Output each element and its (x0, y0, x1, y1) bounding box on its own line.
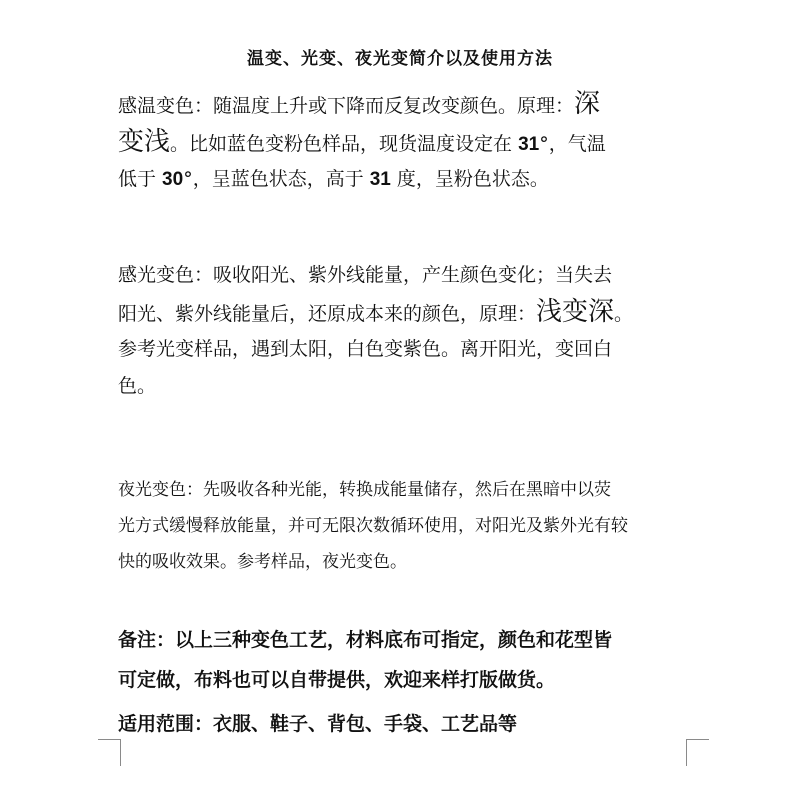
glow-paragraph (118, 472, 708, 580)
text-run: 阳光、紫外线能量后，还原成本来的颜色，原理： (118, 303, 537, 325)
paragraph-line (118, 84, 708, 124)
notes-paragraph (118, 620, 708, 700)
text-run: °，气温 (539, 133, 606, 155)
temperature-value: 30 (162, 169, 184, 190)
emphasis-text: 浅变深 (536, 297, 615, 327)
temperature-value: 31 (518, 134, 540, 155)
paragraph-line (118, 161, 708, 198)
thermochromic-paragraph (118, 84, 708, 198)
paragraph-line: 快的吸收效果。参考样品，夜光变色。 (118, 552, 407, 572)
photochromic-paragraph (118, 257, 708, 405)
temperature-value: 31 (369, 169, 391, 190)
paragraph-line: 夜光变色：先吸收各种光能，转换成能量储存，然后在黑暗中以荧 (118, 480, 611, 500)
text-run: 。 (614, 303, 634, 325)
text-run: 感温变色：随温度上升或下降而反复改变颜色。原理： (118, 95, 575, 117)
emphasis-text: 变浅 (118, 127, 171, 157)
page-margin-corner-left (98, 739, 121, 766)
paragraph-line: 备注：以上三种变色工艺，材料底布可指定，颜色和花型皆 (118, 629, 613, 651)
emphasis-text: 深 (574, 89, 601, 119)
text-run: 低于 (118, 168, 163, 190)
paragraph-line: 可定做，布料也可以自带提供，欢迎来样打版做货。 (118, 669, 556, 691)
paragraph-line: 参考光变样品，遇到太阳，白色变紫色。离开阳光，变回白 (118, 338, 613, 360)
paragraph-line: 光方式缓慢释放能量，并可无限次数循环使用，对阳光及紫外光有较 (118, 516, 628, 536)
paragraph-line: 色。 (118, 375, 157, 397)
text-run: 度，呈粉色状态。 (390, 168, 549, 190)
paragraph-line (118, 294, 708, 331)
page-margin-corner-right (686, 739, 709, 766)
document-title: 温变、光变、夜光变简介以及使用方法 (247, 49, 553, 69)
paragraph-line: 感光变色：吸收阳光、紫外线能量，产生颜色变化；当失去 (118, 264, 613, 286)
text-run: 。比如蓝色变粉色样品，现货温度设定在 (170, 133, 519, 155)
paragraph-line (118, 124, 708, 161)
text-run: °，呈蓝色状态，高于 (183, 168, 370, 190)
paragraph-line: 适用范围：衣服、鞋子、背包、手袋、工艺品等 (118, 713, 518, 735)
usage-paragraph (118, 704, 708, 744)
